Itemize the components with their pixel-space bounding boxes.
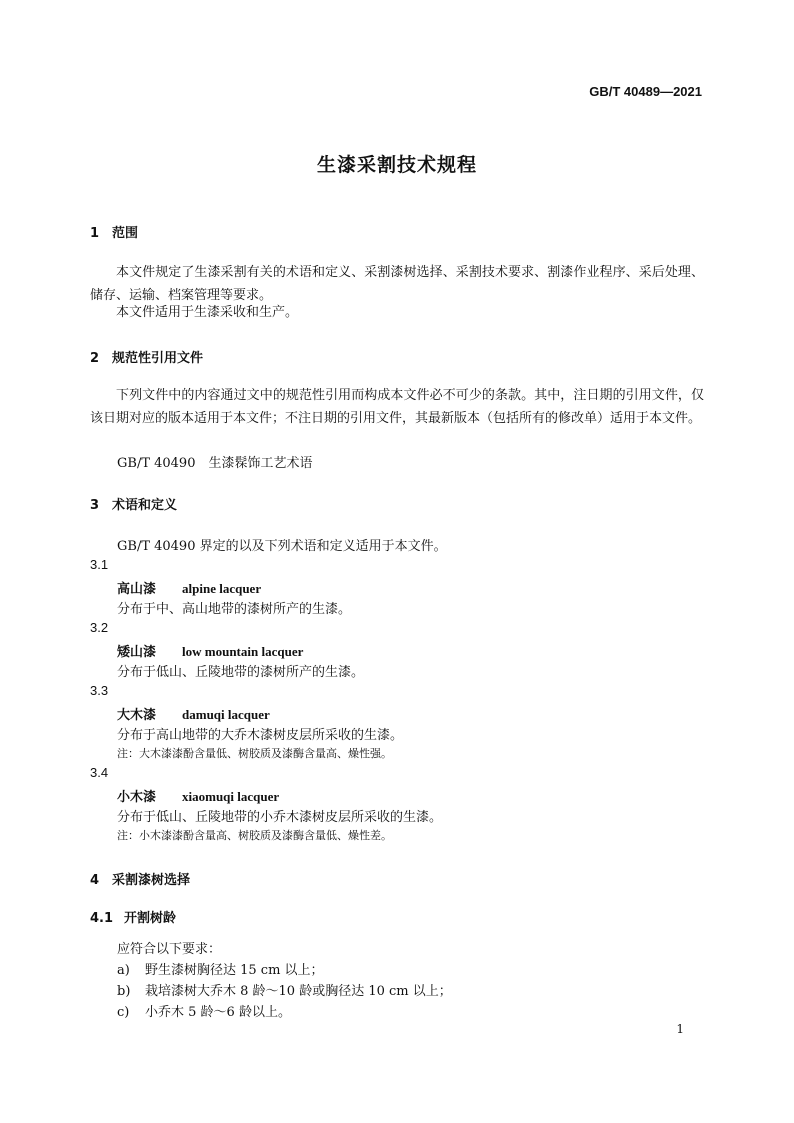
term-number: 3.2 — [90, 620, 109, 635]
term-heading — [117, 704, 270, 723]
term-en: xiaomuqi lacquer — [182, 789, 280, 804]
term-zh: 大木漆 — [117, 708, 157, 723]
list-marker: b) — [117, 984, 131, 999]
term-note: 注：大木漆漆酚含量低、树胶质及漆酶含量高、燥性强。 — [117, 747, 392, 760]
section-title: 范围 — [112, 226, 139, 241]
section-number: 2 — [90, 351, 100, 366]
list-text: 野生漆树胸径达 15 cm 以上； — [145, 963, 324, 978]
term-en: alpine lacquer — [182, 581, 262, 596]
term-note: 注：小木漆漆酚含量高、树胶质及漆酶含量低、燥性差。 — [117, 829, 392, 842]
term-definition: 分布于低山、丘陵地带的漆树所产的生漆。 — [117, 665, 365, 680]
paragraph: 本文件适用于生漆采收和生产。 — [116, 305, 299, 320]
section-number: 1 — [90, 226, 100, 241]
section-3-heading — [90, 494, 177, 513]
term-number: 3.1 — [90, 557, 109, 572]
list-item — [117, 980, 452, 999]
list-text: 栽培漆树大乔木 8 龄～10 龄或胸径达 10 cm 以上； — [145, 984, 452, 999]
term-zh: 高山漆 — [117, 582, 157, 597]
section-title: 术语和定义 — [112, 498, 178, 513]
term-definition: 分布于高山地带的大乔木漆树皮层所采收的生漆。 — [117, 728, 404, 743]
section-2-heading — [90, 347, 203, 366]
section-number: 4 — [90, 873, 100, 888]
term-en: low mountain lacquer — [182, 644, 304, 659]
page-number: 1 — [676, 1022, 684, 1036]
term-number: 3.4 — [90, 765, 109, 780]
list-marker: c) — [117, 1005, 130, 1020]
term-definition: 分布于低山、丘陵地带的小乔木漆树皮层所采收的生漆。 — [117, 810, 443, 825]
term-en: damuqi lacquer — [182, 707, 270, 722]
term-zh: 小木漆 — [117, 790, 157, 805]
term-heading — [117, 641, 303, 660]
list-marker: a) — [117, 963, 130, 978]
term-definition: 分布于中、高山地带的漆树所产的生漆。 — [117, 602, 352, 617]
page-title: 生漆采割技术规程 — [316, 154, 477, 176]
list-intro: 应符合以下要求： — [117, 942, 222, 957]
term-heading — [117, 578, 261, 597]
list-item — [117, 959, 324, 978]
document-number: GB/T 40489—2021 — [589, 84, 702, 99]
paragraph: GB/T 40490 界定的以及下列术语和定义适用于本文件。 — [117, 539, 447, 554]
list-item — [117, 1001, 291, 1020]
section-number: 3 — [90, 498, 100, 513]
list-text: 小乔木 5 龄～6 龄以上。 — [145, 1005, 291, 1020]
term-number: 3.3 — [90, 683, 109, 698]
subsection-4-1-heading — [90, 907, 176, 926]
subsection-title: 开割树龄 — [124, 911, 177, 926]
section-title: 采割漆树选择 — [112, 873, 191, 888]
paragraph: 本文件规定了生漆采割有关的术语和定义、采割漆树选择、采割技术要求、割漆作业程序、采后处理、储存、运输、档案管理等要求。 — [90, 265, 704, 303]
subsection-number: 4.1 — [90, 911, 114, 926]
section-1-heading — [90, 222, 138, 241]
section-title: 规范性引用文件 — [112, 351, 204, 366]
normative-reference: GB/T 40490 生漆髹饰工艺术语 — [117, 456, 313, 471]
section-4-heading — [90, 869, 190, 888]
term-zh: 矮山漆 — [117, 645, 157, 660]
term-heading — [117, 786, 279, 805]
paragraph: 下列文件中的内容通过文中的规范性引用而构成本文件必不可少的条款。其中，注日期的引用文件，仅该日期对应的版本适用于本文件；不注日期的引用文件，其最新版本（包括所有的修改单）适用于本文件。 — [90, 388, 704, 426]
